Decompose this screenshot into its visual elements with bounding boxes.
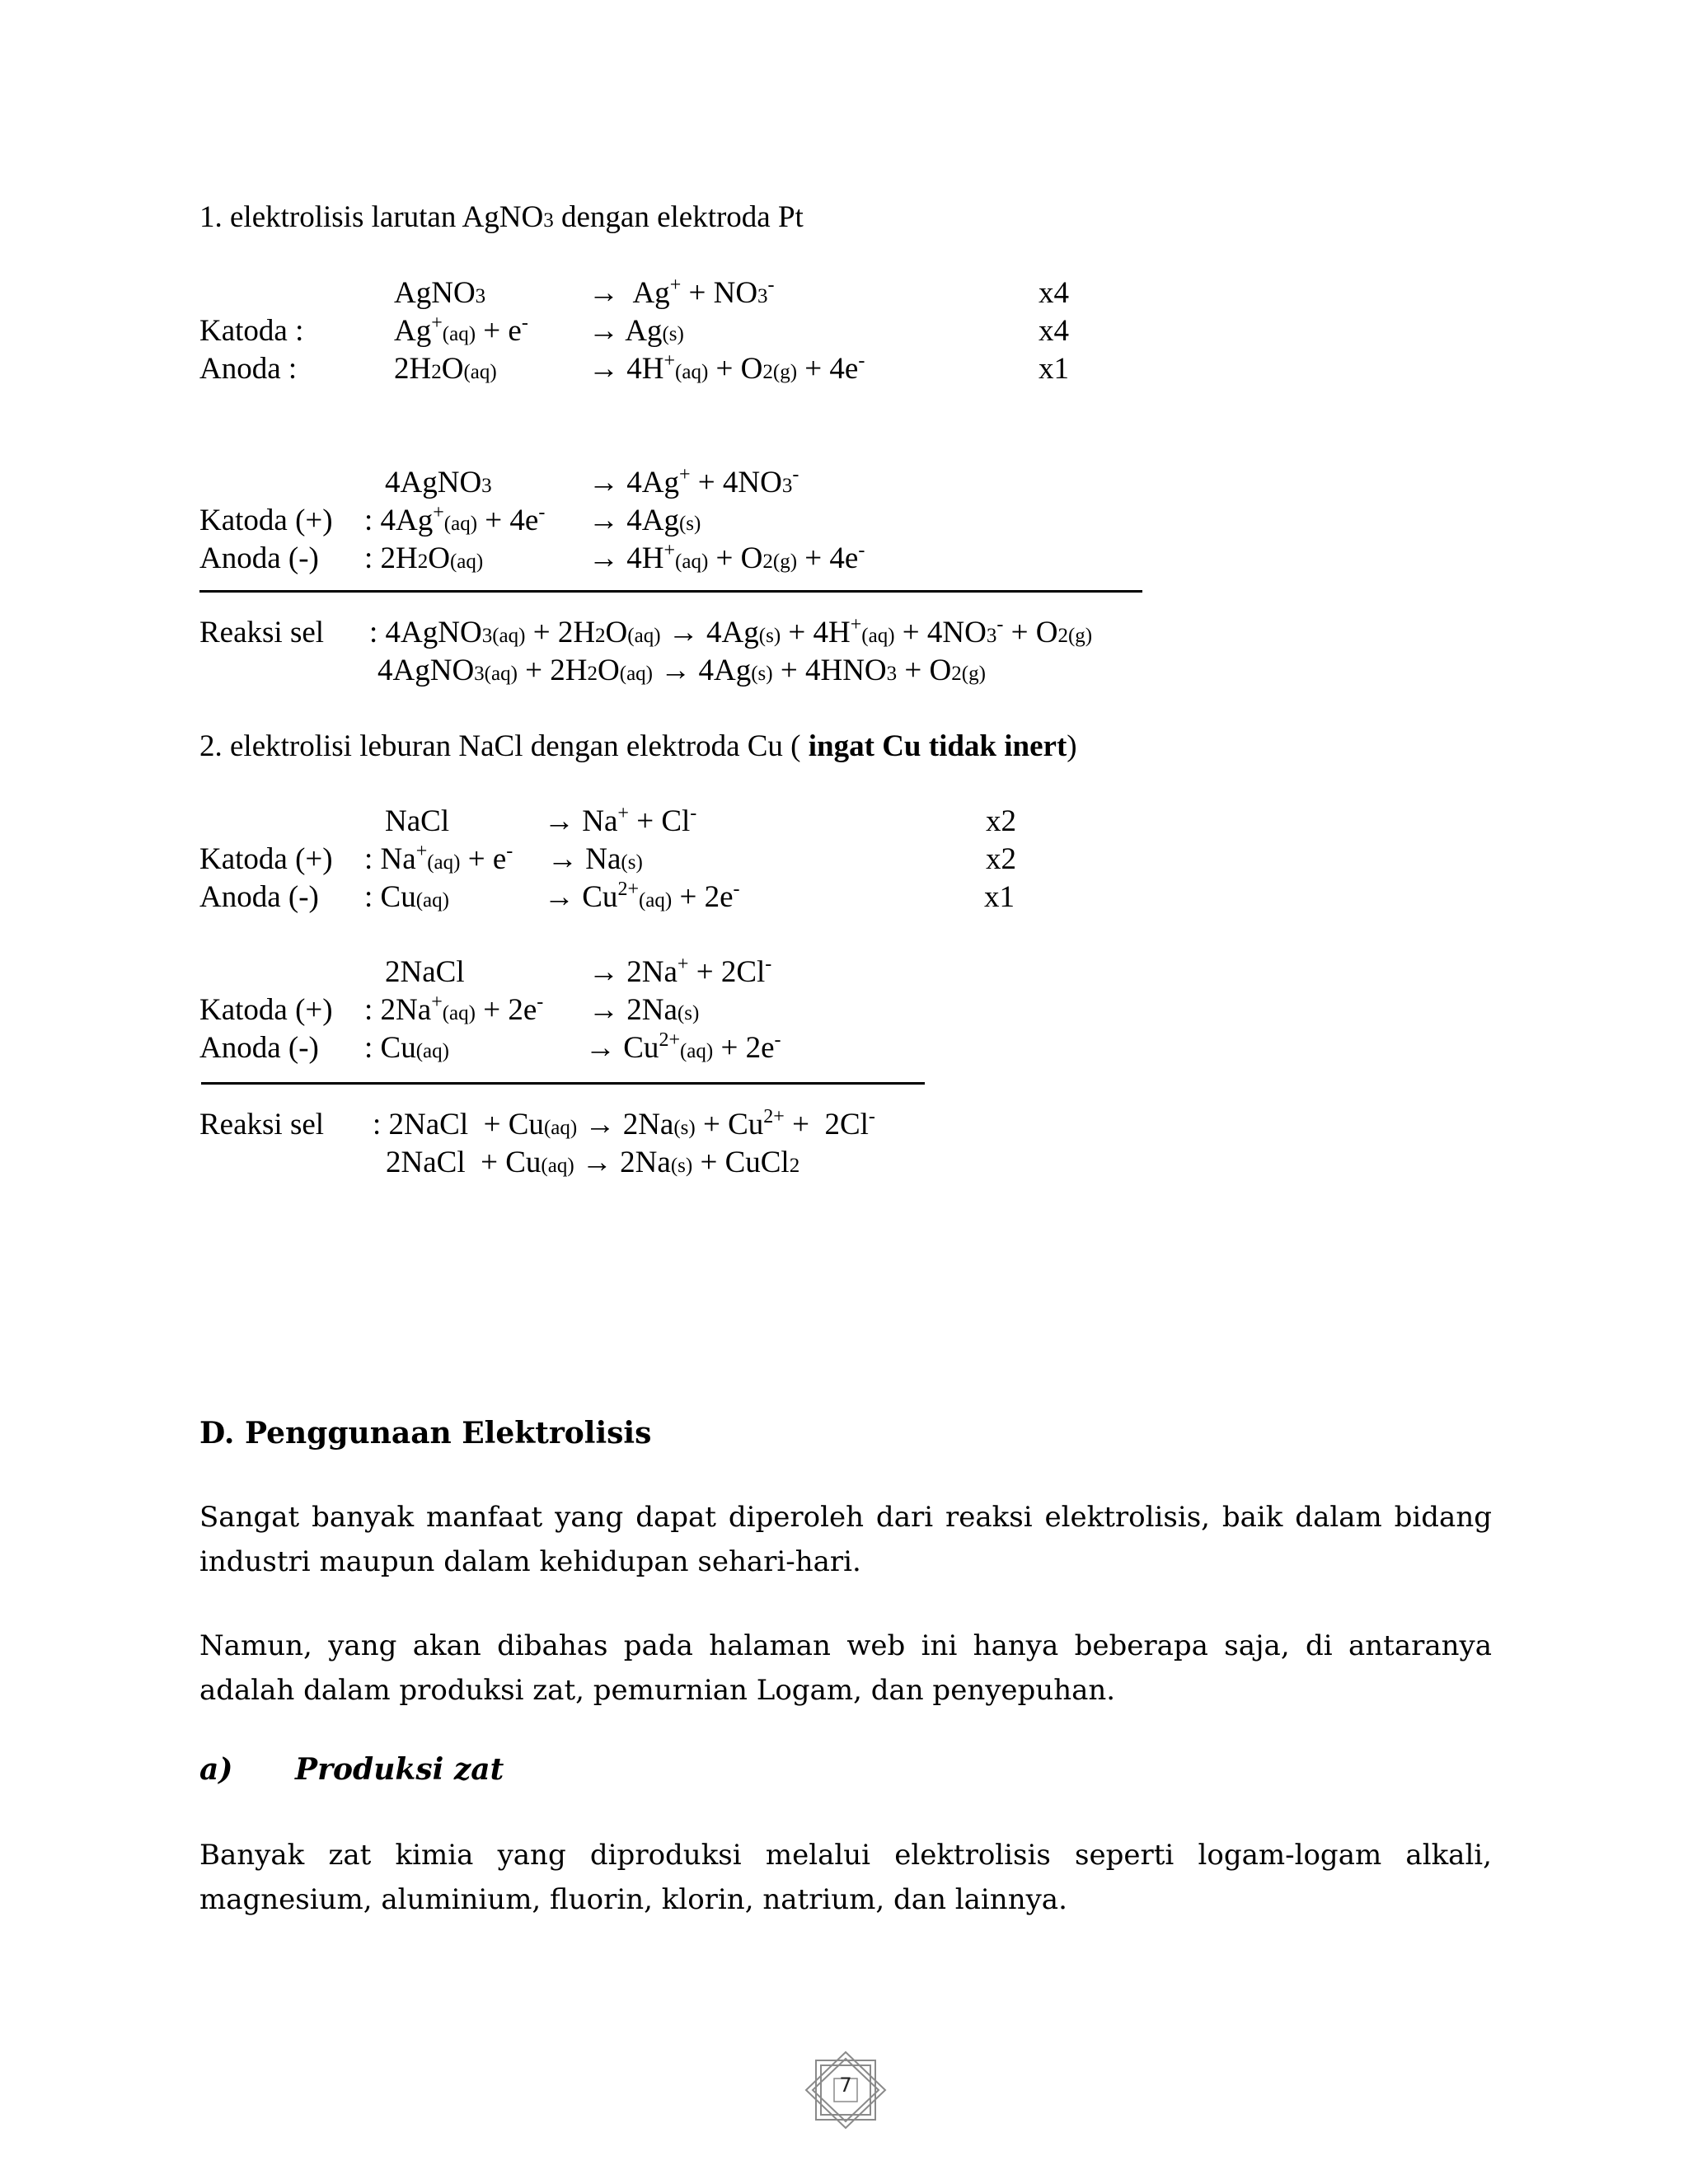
subsection-a-letter: a) [199, 1752, 233, 1787]
s1-g2-r3-lhs: : 2H2O(aq) [364, 541, 484, 575]
subsection-a-title: Produksi zat [295, 1752, 504, 1787]
section-2-title-bold: ingat Cu tidak inert [808, 729, 1067, 763]
s1-g1-r3-lhs: 2H2O(aq) [394, 352, 497, 386]
s2-g1-r2-rhs: → Na(s) [547, 842, 643, 876]
s2-g1-r3-lhs: : Cu(aq) [364, 880, 449, 914]
section-d-heading: D. Penggunaan Elektrolisis [199, 1416, 652, 1451]
s1-g1-r1-mult: x4 [1039, 276, 1069, 310]
s1-reaksi-l2: 4AgNO3(aq) + 2H2O(aq) → 4Ag(s) + 4HNO3 + O2(g) [377, 654, 986, 687]
s2-g1-r3-rhs: → $Cu^{2+}(aq) + 2e^-$ [544, 879, 740, 914]
s2-g2-r2-label: Katoda (+) [199, 993, 333, 1027]
section-1-title-text: 1. elektrolisis larutan AgNO3 dengan elektroda Pt [199, 200, 804, 234]
s2-g1-r3-mult: x1 [984, 880, 1015, 914]
s2-sum-line [201, 1082, 925, 1085]
s1-g1-r2-mult: x4 [1039, 314, 1069, 348]
section-d-paragraph-2: Namun, yang akan dibahas pada halaman web ini hanya beberapa saja, di antaranya adalah dalam produksi zat, pemurnian Logam, dan penyepuhan. [199, 1629, 1492, 1707]
s2-reaksi-l2: 2NaCl + Cu(aq) → 2Na(s) + CuCl2 [386, 1146, 800, 1179]
s2-g2-r3-lhs: : Cu(aq) [364, 1031, 449, 1065]
s2-reaksi-label: Reaksi sel [199, 1108, 325, 1141]
s1-g2-r2-label: Katoda (+) [199, 504, 333, 537]
s2-g1-r1-mult: x2 [986, 804, 1016, 838]
s2-g1-r3-label: Anoda (-) [199, 880, 319, 914]
s1-g2-r3-label: Anoda (-) [199, 541, 319, 575]
s1-g1-r3-label: Anoda : [199, 352, 298, 386]
s2-g1-r1-lhs: NaCl [385, 804, 450, 838]
s1-g1-r1-lhs: AgNO3 [394, 276, 486, 310]
section-2-title-end: ) [1067, 729, 1077, 763]
s1-g2-r1-rhs: → 4Ag+ + 4NO3- [588, 464, 799, 499]
s2-g1-r2-mult: x2 [986, 842, 1016, 876]
section-1-title [199, 202, 804, 232]
s1-g1-r3-rhs: → 4H+(aq) + O2(g) + 4e- [588, 350, 865, 386]
s2-g2-r3-label: Anoda (-) [199, 1031, 319, 1065]
s1-g1-r2-lhs: Ag+(aq) + e- [394, 312, 528, 348]
s1-g2-r2-rhs: → 4Ag(s) [588, 504, 701, 537]
s2-g2-r3-rhs: → $Cu^{2+}(aq) + 2e^-$ [585, 1029, 781, 1065]
s2-g2-r1-rhs: → 2Na+ + 2Cl- [588, 954, 772, 989]
s2-g1-r2-lhs: : Na+(aq) + e- [364, 841, 513, 876]
s2-reaksi-l1: : 2NaCl + $Cu(aq) \to 2Na(s) + Cu^{2+} + 2Cl^-$ [373, 1106, 875, 1141]
s2-g1-r2-label: Katoda (+) [199, 842, 333, 876]
s1-g1-r3-mult: x1 [1039, 352, 1069, 386]
s2-g1-r1-rhs: → Na+ + Cl- [544, 803, 697, 838]
section-2-title [199, 731, 1077, 762]
s1-g1-r2-label: Katoda : [199, 314, 304, 348]
s1-g2-r2-lhs: : 4Ag+(aq) + 4e- [364, 502, 546, 537]
section-d-paragraph-1: Sangat banyak manfaat yang dapat diperoleh dari reaksi elektrolisis, baik dalam bidang industri maupun dalam kehidupan sehari-hari. [199, 1501, 1492, 1578]
s2-g2-r2-lhs: : 2Na+(aq) + 2e- [364, 991, 544, 1027]
s1-reaksi-l1: : 4AgNO3(aq) + 2H2O(aq) → 4Ag(s) + 4H+(aq) + 4NO3- + O2(g) [369, 614, 1093, 649]
s1-g1-r1-rhs: → Ag+ + NO3- [588, 274, 775, 310]
section-d-paragraph-3: Banyak zat kimia yang diproduksi melalui elektrolisis seperti logam-logam alkali, magnesium, aluminium, fluorin, klorin, natrium, dan lainnya. [199, 1839, 1492, 1916]
s1-g2-r3-rhs: → 4H+(aq) + O2(g) + 4e- [588, 540, 865, 575]
s1-reaksi-label: Reaksi sel [199, 616, 325, 649]
s1-sum-line [199, 590, 1142, 593]
s2-g2-r2-rhs: → 2Na(s) [588, 993, 700, 1027]
section-2-title-text: 2. elektrolisi leburan NaCl dengan elektroda Cu ( [199, 729, 801, 763]
page-number-ornament [804, 2050, 887, 2130]
s1-g2-r1-lhs: 4AgNO3 [385, 466, 492, 499]
s1-g1-r2-rhs: → Ag(s) [588, 314, 684, 348]
s2-g2-r1-lhs: 2NaCl [385, 955, 465, 989]
page-number: 7 [839, 2074, 852, 2097]
